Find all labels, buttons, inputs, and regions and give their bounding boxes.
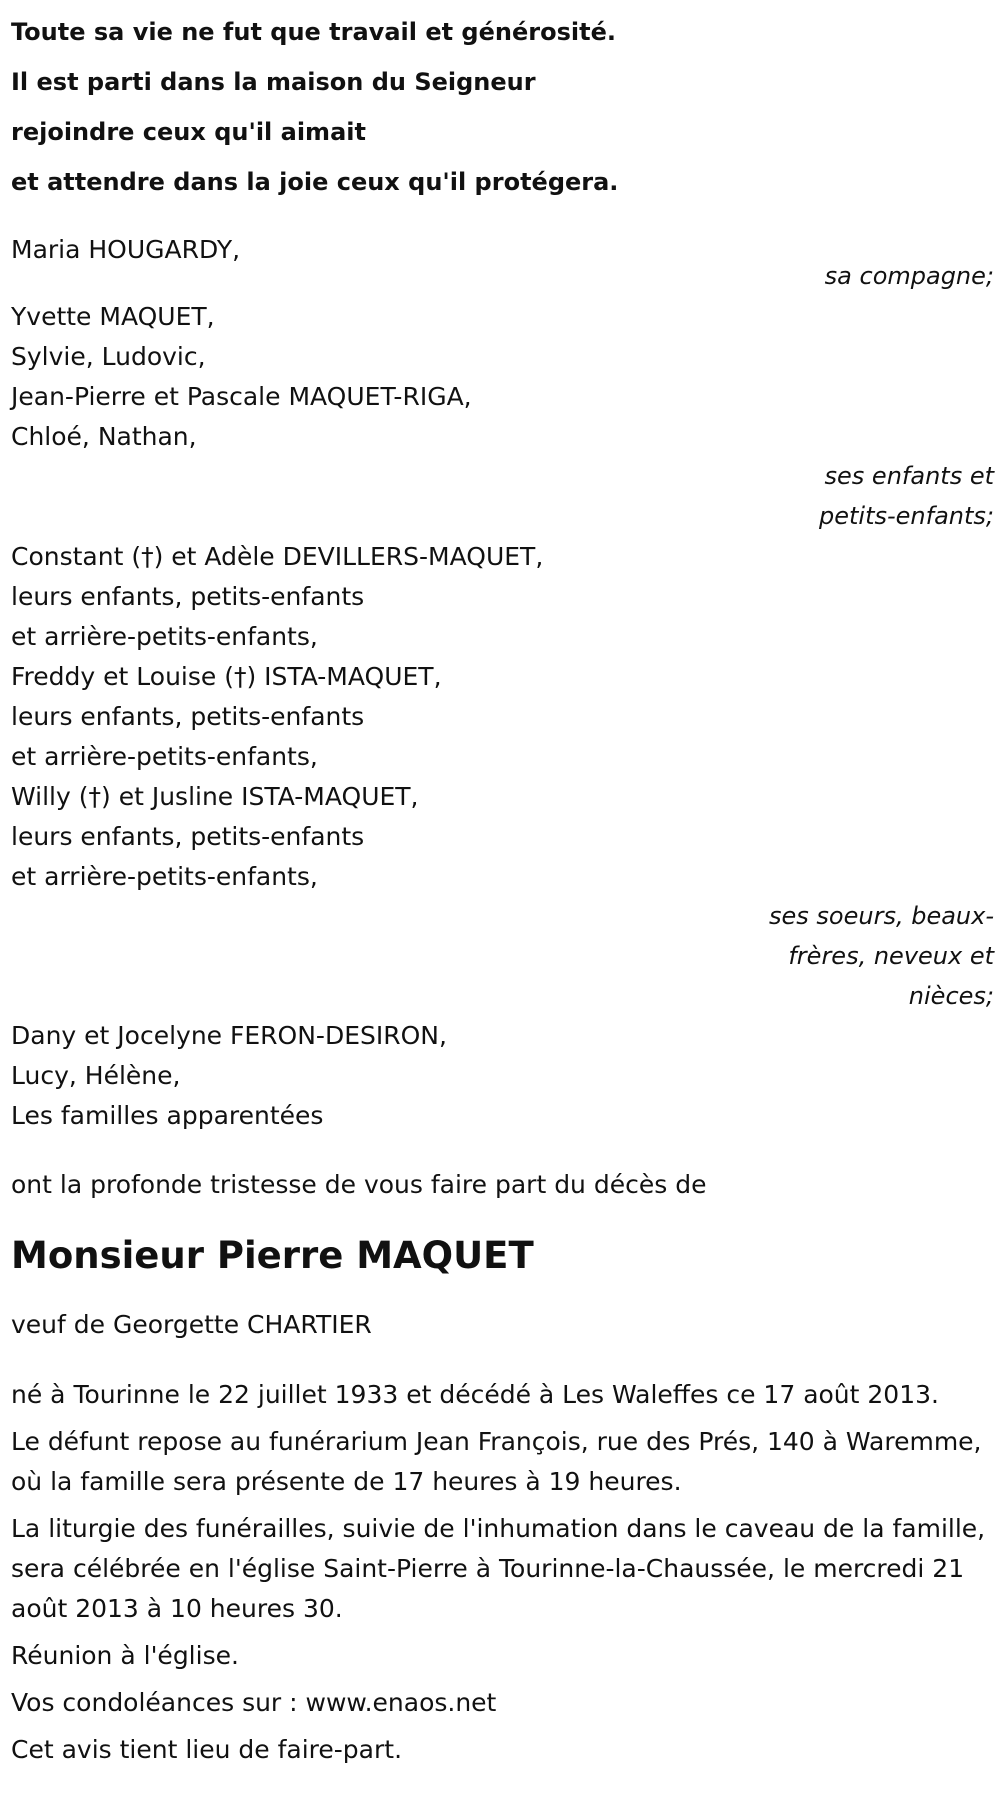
family-group-partner: [11, 230, 997, 296]
family-name-line: Freddy et Louise (†) ISTA-MAQUET,: [11, 662, 442, 691]
epitaph-line: rejoindre ceux qu'il aimait: [11, 118, 366, 146]
relation-line: nièces;: [908, 982, 994, 1010]
funeral-home-info: Le défunt repose au funérarium Jean François, rue des Prés, 140 à Waremme, où la famille sera présente de 17 heures à 19 heures.: [11, 1427, 982, 1496]
epitaph-line: et attendre dans la joie ceux qu'il protégera.: [11, 168, 619, 196]
family-name-line: Willy (†) et Jusline ISTA-MAQUET,: [11, 782, 419, 811]
relation-line: frères, neveux et: [788, 942, 994, 970]
family-name-line: leurs enfants, petits-enfants: [11, 822, 365, 851]
family-name-line: Chloé, Nathan,: [11, 422, 197, 451]
family-name-line: Sylvie, Ludovic,: [11, 342, 206, 371]
notice-footer: Cet avis tient lieu de faire-part.: [11, 1735, 403, 1764]
family-group-siblings: [11, 537, 997, 1016]
widow-of: veuf de Georgette CHARTIER: [11, 1310, 372, 1339]
relation-label: [11, 896, 997, 1016]
family-name-line: Jean-Pierre et Pascale MAQUET-RIGA,: [11, 382, 472, 411]
family-name-line: Lucy, Hélène,: [11, 1061, 181, 1090]
epitaph-line: Il est parti dans la maison du Seigneur: [11, 68, 536, 96]
relation-line: ses enfants et: [824, 462, 994, 490]
funeral-details: [11, 1375, 997, 1770]
family-name-line: Maria HOUGARDY,: [11, 235, 241, 264]
liturgy-info: La liturgie des funérailles, suivie de l'inhumation dans le caveau de la famille, sera célébrée en l'église Saint-Pierre à Tourinne-la-Chaussée, le mercredi 21 août 2013 à 10 heures 30.: [11, 1514, 986, 1623]
epitaph: [11, 7, 997, 207]
obituary-notice: [11, 0, 997, 1777]
meeting-info: Réunion à l'église.: [11, 1641, 239, 1670]
family-name-line: leurs enfants, petits-enfants: [11, 702, 365, 731]
family-name-line: leurs enfants, petits-enfants: [11, 582, 365, 611]
family-name-line: et arrière-petits-enfants,: [11, 622, 318, 651]
relation-line: sa compagne;: [824, 262, 994, 290]
family-group-others: [11, 1016, 997, 1136]
birth-death-info: né à Tourinne le 22 juillet 1933 et décédé à Les Waleffes ce 17 août 2013.: [11, 1380, 939, 1409]
relation-line: ses soeurs, beaux-: [769, 902, 994, 930]
relation-line: petits-enfants;: [819, 502, 994, 530]
family-name-line: et arrière-petits-enfants,: [11, 862, 318, 891]
announcement: ont la profonde tristesse de vous faire part du décès de: [11, 1170, 707, 1199]
family-group-children: [11, 297, 997, 536]
family-name-line: Yvette MAQUET,: [11, 302, 215, 331]
family-name-line: Dany et Jocelyne FERON-DESIRON,: [11, 1021, 447, 1050]
family-name-line: et arrière-petits-enfants,: [11, 742, 318, 771]
condolences-info: Vos condoléances sur : www.enaos.net: [11, 1688, 497, 1717]
deceased-name: Monsieur Pierre MAQUET: [11, 1234, 534, 1277]
family-name-line: Les familles apparentées: [11, 1101, 324, 1130]
epitaph-line: Toute sa vie ne fut que travail et générosité.: [11, 18, 616, 46]
family-name-line: Constant (†) et Adèle DEVILLERS-MAQUET,: [11, 542, 544, 571]
relation-label: [11, 456, 997, 536]
